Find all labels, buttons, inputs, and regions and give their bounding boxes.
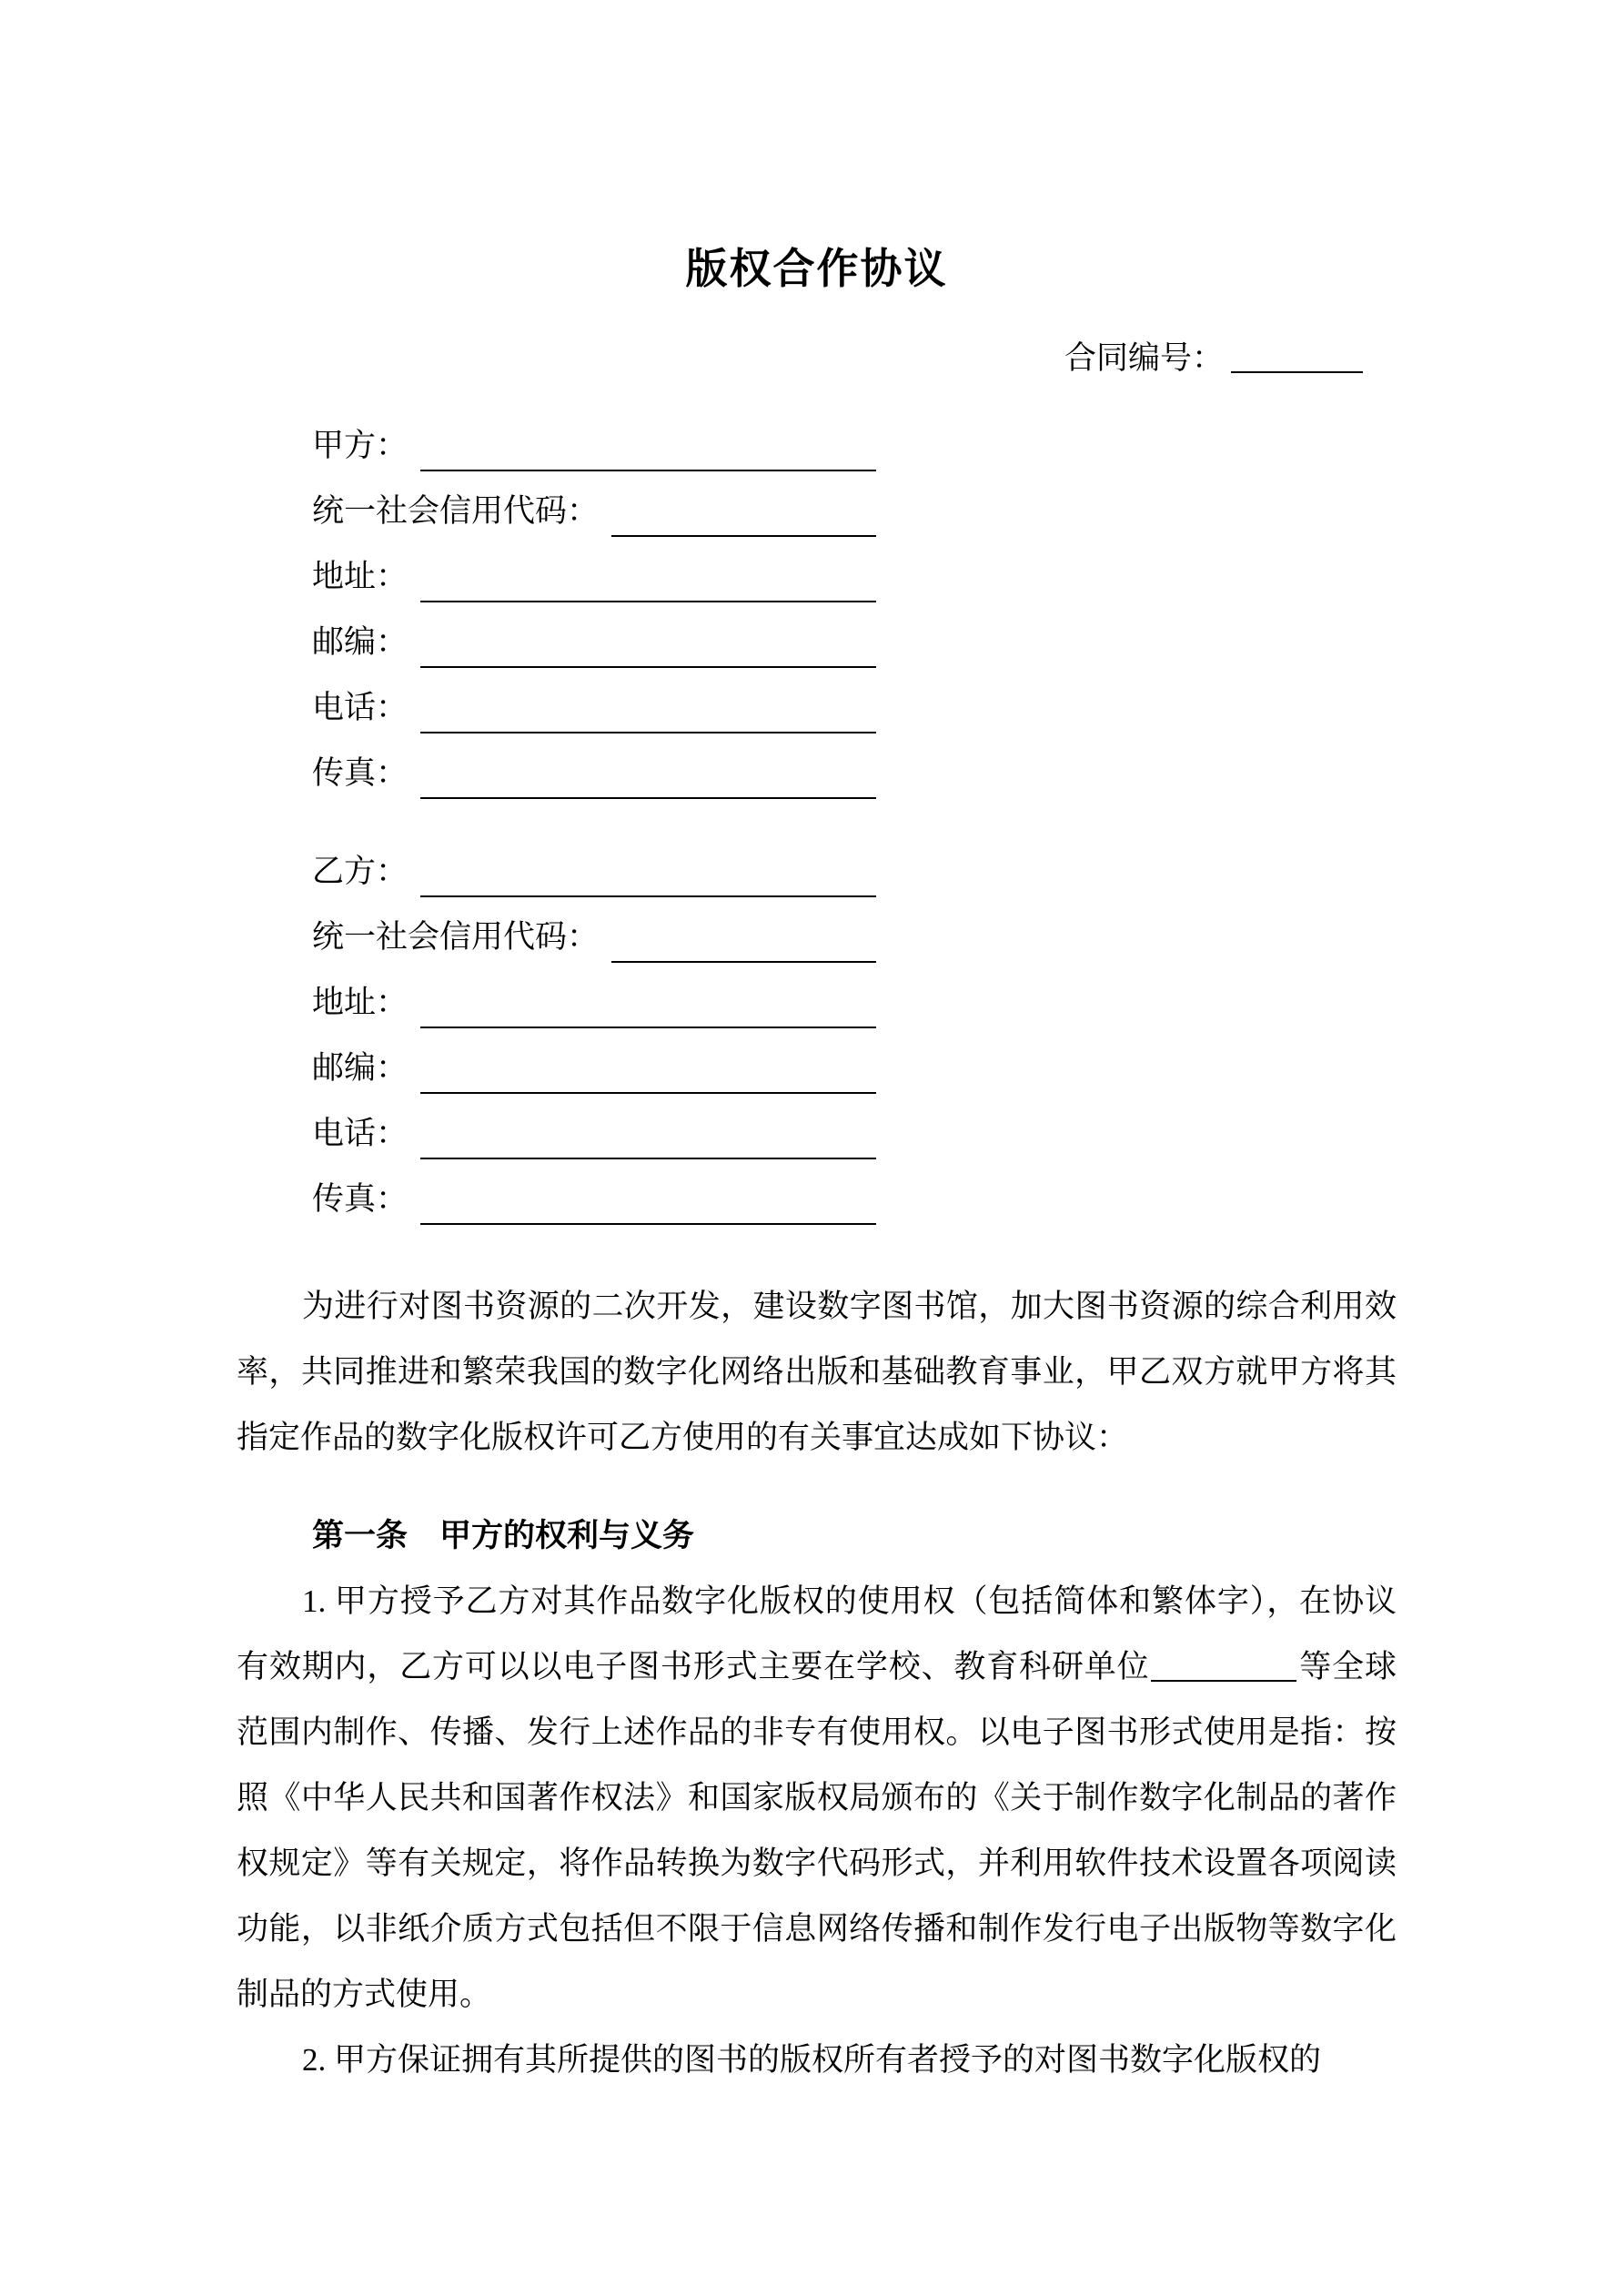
party-a-name-blank[interactable]: [420, 415, 876, 471]
party-a-address-blank[interactable]: [420, 546, 876, 602]
party-a-zipcode-label: 邮编：: [312, 624, 409, 660]
party-a-zipcode-blank[interactable]: [420, 612, 876, 668]
clause-1-item-1-text-after: 等全球范围内制作、传播、发行上述作品的非专有使用权。以电子图书形式使用是指：按照《中华人民共和国著作权法》和国家版权局颁布的《关于制作数字化制品的著作权规定》等有关规定，将作品转换为数字代码形式，并利用软件技术设置各项阅读功能，以非纸介质方式包括但不限于信息网络传播和制作发行电子出版物等数字化制品的方式使用。: [237, 1649, 1397, 2012]
party-b-address-row: [312, 970, 876, 1036]
clause-1-item-1-unit-blank[interactable]: [1151, 1653, 1296, 1682]
party-a-credit-code-label: 统一社会信用代码：: [312, 493, 600, 529]
party-b-name-label: 乙方：: [312, 854, 409, 889]
party-b-credit-code-label: 统一社会信用代码：: [312, 919, 600, 955]
clause-1-item-2: 2. 甲方保证拥有其所提供的图书的版权所有者授予的对图书数字化版权的: [302, 2042, 1322, 2078]
party-a-name-label: 甲方：: [312, 428, 409, 463]
party-a-phone-blank[interactable]: [420, 677, 876, 733]
contract-number-line: [237, 339, 1397, 379]
party-b-zipcode-blank[interactable]: [420, 1037, 876, 1094]
party-a-zipcode-row: [312, 610, 876, 675]
party-b-zipcode-label: 邮编：: [312, 1050, 409, 1086]
party-b-address-label: 地址：: [312, 985, 409, 1020]
party-a-address-row: [312, 544, 876, 610]
party-a-fax-row: [312, 741, 876, 806]
party-b-fax-blank[interactable]: [420, 1168, 876, 1225]
contract-number-label: 合同编号：: [1064, 340, 1224, 376]
clause-1-item-1: [237, 1569, 1397, 2028]
contract-number-blank[interactable]: [1231, 344, 1363, 373]
intro-paragraph: 为进行对图书资源的二次开发，建设数字图书馆，加大图书资源的综合利用效率，共同推进和繁荣我国的数字化网络出版和基础教育事业，甲乙双方就甲方将其指定作品的数字化版权许可乙方使用的有关事宜达成如下协议：: [237, 1289, 1397, 1455]
party-b-name-row: [312, 839, 876, 905]
party-a-address-label: 地址：: [312, 559, 409, 594]
clause-1-item-1-text-before: 1. 甲方授予乙方对其作品数字化版权的使用权（包括简体和繁体字），在协议有效期内，乙方可以以电子图书形式主要在学校、教育科研单位: [237, 1583, 1397, 1684]
party-a-fax-label: 传真：: [312, 755, 409, 791]
party-b-fax-label: 传真：: [312, 1181, 409, 1217]
party-b-name-blank[interactable]: [420, 841, 876, 897]
document-title: 版权合作协议: [685, 246, 948, 292]
party-a-credit-code-blank[interactable]: [611, 480, 876, 537]
section-1-heading: 第一条 甲方的权利与义务: [312, 1518, 695, 1553]
party-a-credit-code-row: [312, 479, 876, 544]
party-b-zipcode-row: [312, 1036, 876, 1101]
party-b-address-blank[interactable]: [420, 972, 876, 1028]
party-b-phone-row: [312, 1101, 876, 1167]
party-a-fax-blank[interactable]: [420, 743, 876, 799]
party-b-phone-blank[interactable]: [420, 1103, 876, 1159]
party-a-block: [237, 413, 876, 806]
party-b-credit-code-blank[interactable]: [611, 906, 876, 963]
party-b-block: [237, 839, 876, 1232]
party-a-name-row: [312, 413, 876, 479]
party-b-phone-label: 电话：: [312, 1116, 409, 1151]
party-b-credit-code-row: [312, 905, 876, 970]
party-a-phone-label: 电话：: [312, 690, 409, 725]
party-b-fax-row: [312, 1167, 876, 1232]
party-a-phone-row: [312, 675, 876, 741]
